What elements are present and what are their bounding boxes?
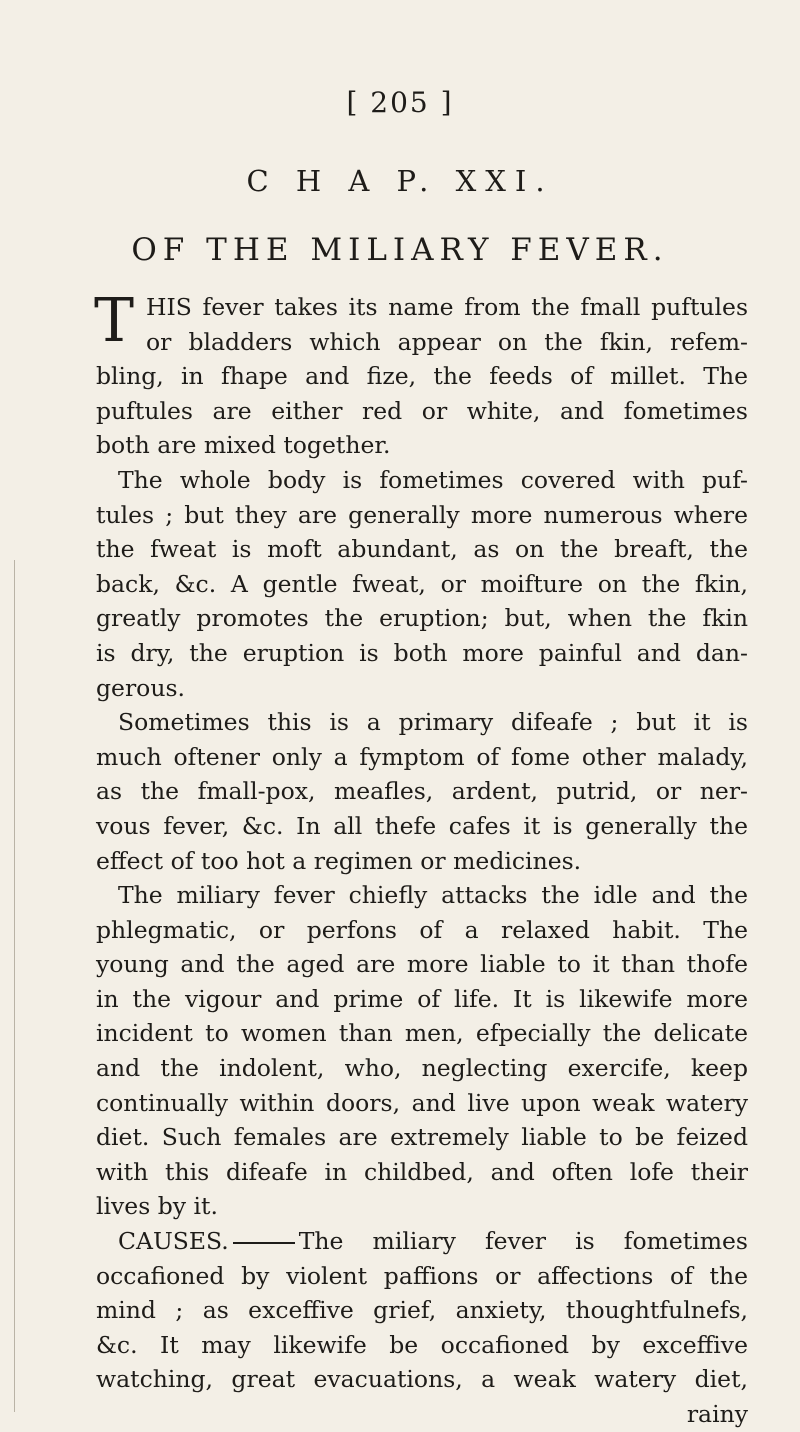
body-text	[94, 286, 748, 1432]
text-line: as the fmall-pox, meafles, ardent, putrid, or ner-	[96, 777, 748, 806]
text-line: puftules are either red or white, and fometimes	[96, 396, 748, 425]
page-binding-edge	[0, 560, 15, 1412]
text-line: with this difeafe in childbed, and often lofe their	[96, 1157, 748, 1186]
text-line: &c. It may likewife be occafioned by exceffive	[96, 1330, 748, 1359]
text-line: lives by it.	[96, 1192, 218, 1221]
text-line: bling, in fhape and fize, the feeds of millet. The	[96, 362, 748, 391]
text-line: in the vigour and prime of life. It is likewife more	[96, 984, 748, 1013]
chapter-number: C H A P. XXI.	[246, 164, 554, 198]
em-dash-rule	[233, 1242, 295, 1244]
text-line: back, &c. A gentle fweat, or moifture on the fkin,	[96, 569, 748, 598]
text-line: diet. Such females are extremely liable to be feized	[96, 1123, 748, 1152]
drop-cap: T	[94, 286, 135, 356]
text-line: Sometimes this is a primary difeafe ; but it is	[118, 708, 748, 737]
text-line: is dry, the eruption is both more painful and dan-	[96, 638, 748, 667]
text-line: young and the aged are more liable to it than thofe	[96, 950, 748, 979]
text-line: tules ; but they are generally more numerous where	[96, 500, 748, 529]
text-line: continually within doors, and live upon weak watery	[96, 1088, 748, 1117]
text-line: both are mixed together.	[96, 431, 391, 460]
text-line: occafioned by violent paffions or affections of the	[96, 1261, 748, 1290]
text-line: The miliary fever is fometimes	[298, 1227, 748, 1256]
text-line: watching, great evacuations, a weak watery diet,	[96, 1365, 748, 1394]
text-line: mind ; as exceffive grief, anxiety, thoughtfulnefs,	[96, 1296, 748, 1325]
page-number: [ 205 ]	[346, 86, 454, 119]
text-line: or bladders which appear on the fkin, refem-	[146, 327, 748, 356]
text-line: The miliary fever chiefly attacks the idle and the	[118, 881, 748, 910]
text-line: incident to women than men, efpecially the delicate	[96, 1019, 748, 1048]
text-line: and the indolent, who, neglecting exercife, keep	[96, 1054, 748, 1083]
text-line: gerous.	[96, 673, 185, 702]
text-line: greatly promotes the eruption; but, when the fkin	[96, 604, 748, 633]
text-line: effect of too hot a regimen or medicines.	[96, 846, 582, 875]
causes-line	[96, 1224, 748, 1259]
text-line: much oftener only a fymptom of fome other malady,	[96, 742, 748, 771]
text-line: vous fever, &c. In all thefe cafes it is generally the	[96, 811, 748, 840]
text-line: the fweat is moft abundant, as on the breaft, the	[96, 535, 748, 564]
catchword: rainy	[686, 1400, 748, 1428]
text-line: HIS fever takes its name from the fmall puftules	[146, 293, 748, 321]
section-heading-causes: CAUSES.	[118, 1227, 229, 1256]
text-line: The whole body is fometimes covered with puf-	[118, 465, 748, 494]
text-line: phlegmatic, or perfons of a relaxed habit. The	[96, 915, 748, 944]
chapter-title: OF THE MILIARY FEVER.	[131, 232, 669, 268]
